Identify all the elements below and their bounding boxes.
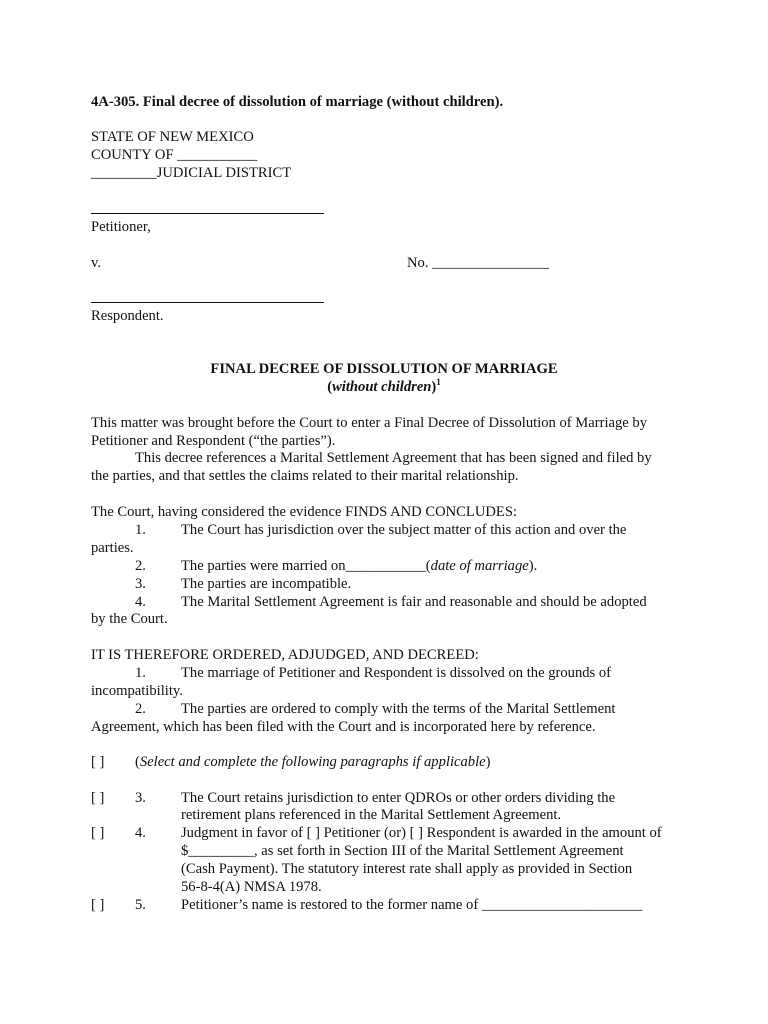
paragraph-4-line-2: $_________, as set forth in Section III of the Marital Settlement Agreement bbox=[181, 843, 624, 859]
paragraph-5: Petitioner’s name is restored to the former name of ______________________ bbox=[181, 897, 643, 913]
finding-4-line-1: The Marital Settlement Agreement is fair and reasonable and should be adopted bbox=[181, 594, 647, 610]
decree-title: FINAL DECREE OF DISSOLUTION OF MARRIAGE bbox=[210, 361, 558, 377]
finding-number-3: 3. bbox=[135, 576, 146, 592]
order-number-2: 2. bbox=[135, 701, 146, 717]
respondent-signature-line bbox=[91, 302, 324, 303]
paragraph-3-line-1: The Court retains jurisdiction to enter QDROs or other orders dividing the bbox=[181, 790, 616, 806]
paragraph-number-5: 5. bbox=[135, 897, 146, 913]
intro-paragraph-2-line-1: This decree references a Marital Settlement Agreement that has been signed and filed by bbox=[135, 450, 652, 466]
case-number: No. ________________ bbox=[407, 255, 549, 271]
footnote-marker: 1 bbox=[436, 377, 441, 388]
finding-1-line-2: parties. bbox=[91, 540, 134, 556]
rule-heading: 4A-305. Final decree of dissolution of marriage (without children). bbox=[91, 94, 504, 110]
paragraph-4-line-4: 56-8-4(A) NMSA 1978. bbox=[181, 879, 322, 895]
petitioner-label: Petitioner, bbox=[91, 219, 151, 235]
finding-number-2: 2. bbox=[135, 558, 146, 574]
order-1-line-1: The marriage of Petitioner and Respondent is dissolved on the grounds of bbox=[181, 665, 612, 681]
finding-4-line-2: by the Court. bbox=[91, 611, 168, 627]
intro-paragraph-1-line-1: This matter was brought before the Court to enter a Final Decree of Dissolution of Marriage by bbox=[91, 415, 648, 431]
paragraph-4-line-3: (Cash Payment). The statutory interest rate shall apply as provided in Section bbox=[181, 861, 633, 877]
finding-number-1: 1. bbox=[135, 522, 146, 538]
paragraph-4-line-1: Judgment in favor of [ ] Petitioner (or) [ ] Respondent is awarded in the amount of bbox=[181, 825, 662, 841]
caption-state: STATE OF NEW MEXICO bbox=[91, 129, 254, 145]
paragraph-3-line-2: retirement plans referenced in the Marital Settlement Agreement. bbox=[181, 807, 562, 823]
findings-lead: The Court, having considered the evidence FINDS AND CONCLUDES: bbox=[91, 504, 517, 520]
order-2-line-2: Agreement, which has been filed with the Court and is incorporated here by reference. bbox=[91, 719, 596, 735]
order-1-line-2: incompatibility. bbox=[91, 683, 183, 699]
paragraph-number-4: 4. bbox=[135, 825, 146, 841]
intro-paragraph-1-line-2: Petitioner and Respondent (“the parties”). bbox=[91, 433, 336, 449]
paragraph-4-checkbox[interactable]: [ ] bbox=[91, 825, 105, 841]
finding-number-4: 4. bbox=[135, 594, 146, 610]
petitioner-signature-line bbox=[91, 213, 324, 214]
orders-lead: IT IS THEREFORE ORDERED, ADJUDGED, AND DECREED: bbox=[91, 647, 479, 663]
versus-label: v. bbox=[91, 255, 101, 271]
paragraph-5-checkbox[interactable]: [ ] bbox=[91, 897, 105, 913]
finding-2: The parties were married on___________(date of marriage). bbox=[181, 558, 538, 574]
intro-paragraph-2-line-2: the parties, and that settles the claims related to their marital relationship. bbox=[91, 468, 519, 484]
caption-district: _________JUDICIAL DISTRICT bbox=[91, 165, 292, 181]
paragraph-3-checkbox[interactable]: [ ] bbox=[91, 790, 105, 806]
respondent-label: Respondent. bbox=[91, 308, 164, 324]
caption-county: COUNTY OF ___________ bbox=[91, 147, 258, 163]
select-checkbox[interactable]: [ ] bbox=[91, 754, 105, 770]
select-instruction: (Select and complete the following paragraphs if applicable) bbox=[135, 754, 491, 770]
decree-subtitle: (without children)$^1$ bbox=[327, 377, 441, 395]
finding-3: The parties are incompatible. bbox=[181, 576, 352, 592]
order-number-1: 1. bbox=[135, 665, 146, 681]
order-2-line-1: The parties are ordered to comply with the terms of the Marital Settlement bbox=[181, 701, 616, 717]
finding-1-line-1: The Court has jurisdiction over the subject matter of this action and over the bbox=[181, 522, 627, 538]
paragraph-number-3: 3. bbox=[135, 790, 146, 806]
